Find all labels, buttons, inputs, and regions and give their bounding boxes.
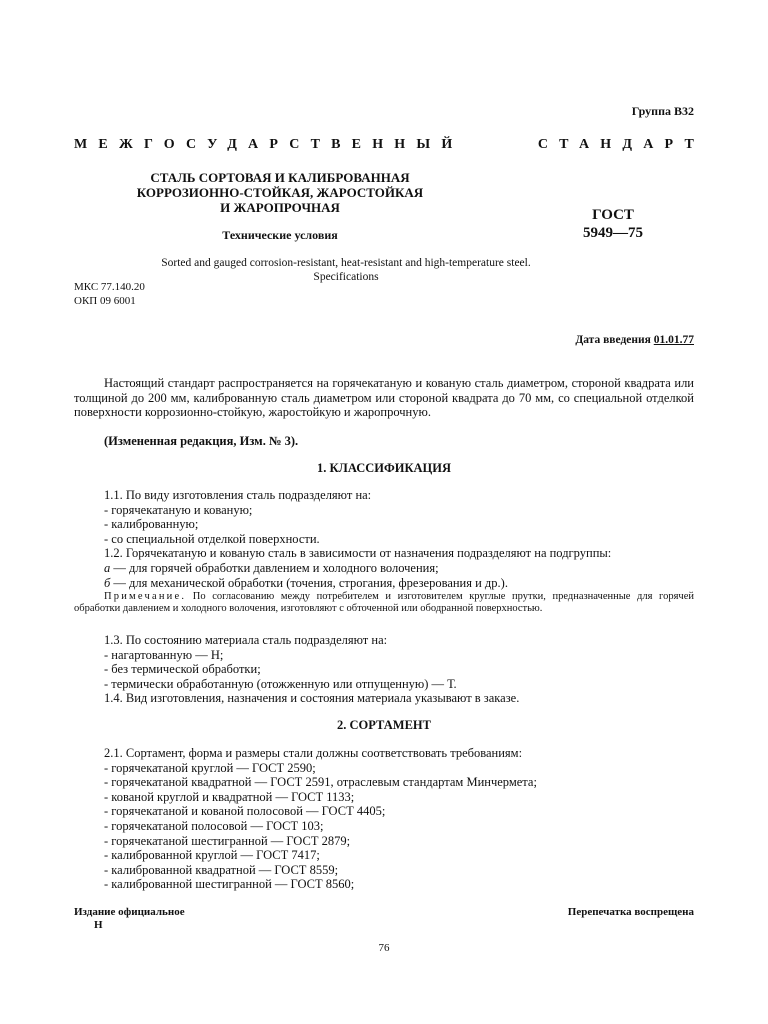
subgroup-letter: б <box>104 575 111 590</box>
section2-clauses <box>104 746 537 892</box>
okp-code: ОКП 09 6001 <box>74 295 136 307</box>
page-number: 76 <box>378 942 390 954</box>
clause-1-3: 1.3. По состоянию материала сталь подразделяют на: <box>104 633 388 647</box>
list-item: - горячекатаной шестигранной — ГОСТ 2879; <box>104 833 351 848</box>
list-item <box>104 576 611 591</box>
list-item <box>104 561 611 576</box>
group-code: Группа В32 <box>631 104 694 118</box>
classification-codes <box>74 280 145 308</box>
clause-1-1: 1.1. По виду изготовления сталь подразделяют на: <box>104 488 372 502</box>
subgroup-text: — для механической обработки (точения, строгания, фрезерования и др.). <box>110 575 508 590</box>
list-item: - калиброванную; <box>104 517 199 532</box>
english-title-line: Sorted and gauged corrosion-resistant, heat-resistant and high-temperature steel. <box>161 257 531 269</box>
list-item: - горячекатаной полосовой — ГОСТ 103; <box>104 818 324 833</box>
list-item: - калиброванной круглой — ГОСТ 7417; <box>104 848 320 863</box>
introduction-date <box>575 334 694 346</box>
subgroup-text: — для горячей обработки давлением и холодного волочения; <box>110 560 439 575</box>
standard-label: СТАНДАРТ <box>537 137 705 152</box>
interstate-label: МЕЖГОСУДАРСТВЕННЫЙ <box>74 137 464 152</box>
section1-clauses <box>104 488 611 590</box>
list-item: - калиброванной шестигранной — ГОСТ 8560; <box>104 877 355 892</box>
section-heading: 1. КЛАССИФИКАЦИЯ <box>316 461 452 475</box>
section1-clauses-cont <box>104 633 519 706</box>
title-line: СТАЛЬ СОРТОВАЯ И КАЛИБРОВАННАЯ <box>150 170 410 185</box>
list-item: - горячекатаной квадратной — ГОСТ 2591, отраслевым стандартам Минчермета; <box>104 775 537 790</box>
note-text: По согласованию между потребителем и изготовителем круглые прутки, предназначенные для горячей обработки давлением и холодного волочения, изготовляют с обточенной или ободранной поверхностью. <box>74 591 694 614</box>
title-line: КОРРОЗИОННО-СТОЙКАЯ, ЖАРОСТОЙКАЯ <box>136 185 424 200</box>
list-item: - горячекатаной круглой — ГОСТ 2590; <box>104 760 316 775</box>
list-item: - со специальной отделкой поверхности. <box>104 531 320 546</box>
gost-number: 5949—75 <box>583 225 643 241</box>
english-title <box>76 256 616 284</box>
clause-1-4: 1.4. Вид изготовления, назначения и состояния материала указывают в заказе. <box>104 691 520 706</box>
clause-1-2: 1.2. Горячекатаную и кованую сталь в зависимости от назначения подразделяют на подгруппы: <box>104 546 612 561</box>
revision-note: (Измененная редакция, Изм. № 3). <box>104 434 299 448</box>
edition-label: Издание официальное <box>74 906 185 918</box>
gost-designation <box>568 206 658 242</box>
section-heading: 2. СОРТАМЕНТ <box>337 718 431 732</box>
date-label: Дата введения <box>575 334 651 346</box>
list-item: - термически обработанную (отожженную или отпущенную) — Т. <box>104 676 457 691</box>
english-title-line: Specifications <box>313 271 379 283</box>
gost-label: ГОСТ <box>592 207 634 223</box>
note-label: Примечание. <box>104 591 187 602</box>
clause-2-1: 2.1. Сортамент, форма и размеры стали должны соответствовать требованиям: <box>104 746 523 760</box>
reprint-notice: Перепечатка воспрещена <box>567 906 694 918</box>
date-value: 01.01.77 <box>653 334 694 346</box>
subgroup-letter: а <box>104 560 111 575</box>
edition-mark: Н <box>94 919 103 931</box>
list-item: - горячекатаную и кованую; <box>104 502 253 517</box>
list-item: - нагартованную — Н; <box>104 647 224 662</box>
title-line: И ЖАРОПРОЧНАЯ <box>220 200 340 215</box>
list-item: - кованой круглой и квадратной — ГОСТ 1133; <box>104 789 355 804</box>
mks-code: МКС 77.140.20 <box>74 281 145 293</box>
list-item: - без термической обработки; <box>104 662 261 677</box>
document-title <box>130 170 430 215</box>
edition-info <box>74 906 185 932</box>
list-item: - калиброванной квадратной — ГОСТ 8559; <box>104 862 339 877</box>
note-paragraph <box>74 591 694 615</box>
intro-paragraph: Настоящий стандарт распространяется на горячекатаную и кованую сталь диаметром, стороной квадрата или толщиной до 200 мм, калиброванную сталь диаметром или стороной квадрата до 70 мм, со специальной отделкой поверхности коррозионно-стойкую, жаростойкую и жаропрочную. <box>74 376 694 420</box>
document-subtitle: Технические условия <box>222 228 338 242</box>
list-item: - горячекатаной и кованой полосовой — ГОСТ 4405; <box>104 804 386 819</box>
